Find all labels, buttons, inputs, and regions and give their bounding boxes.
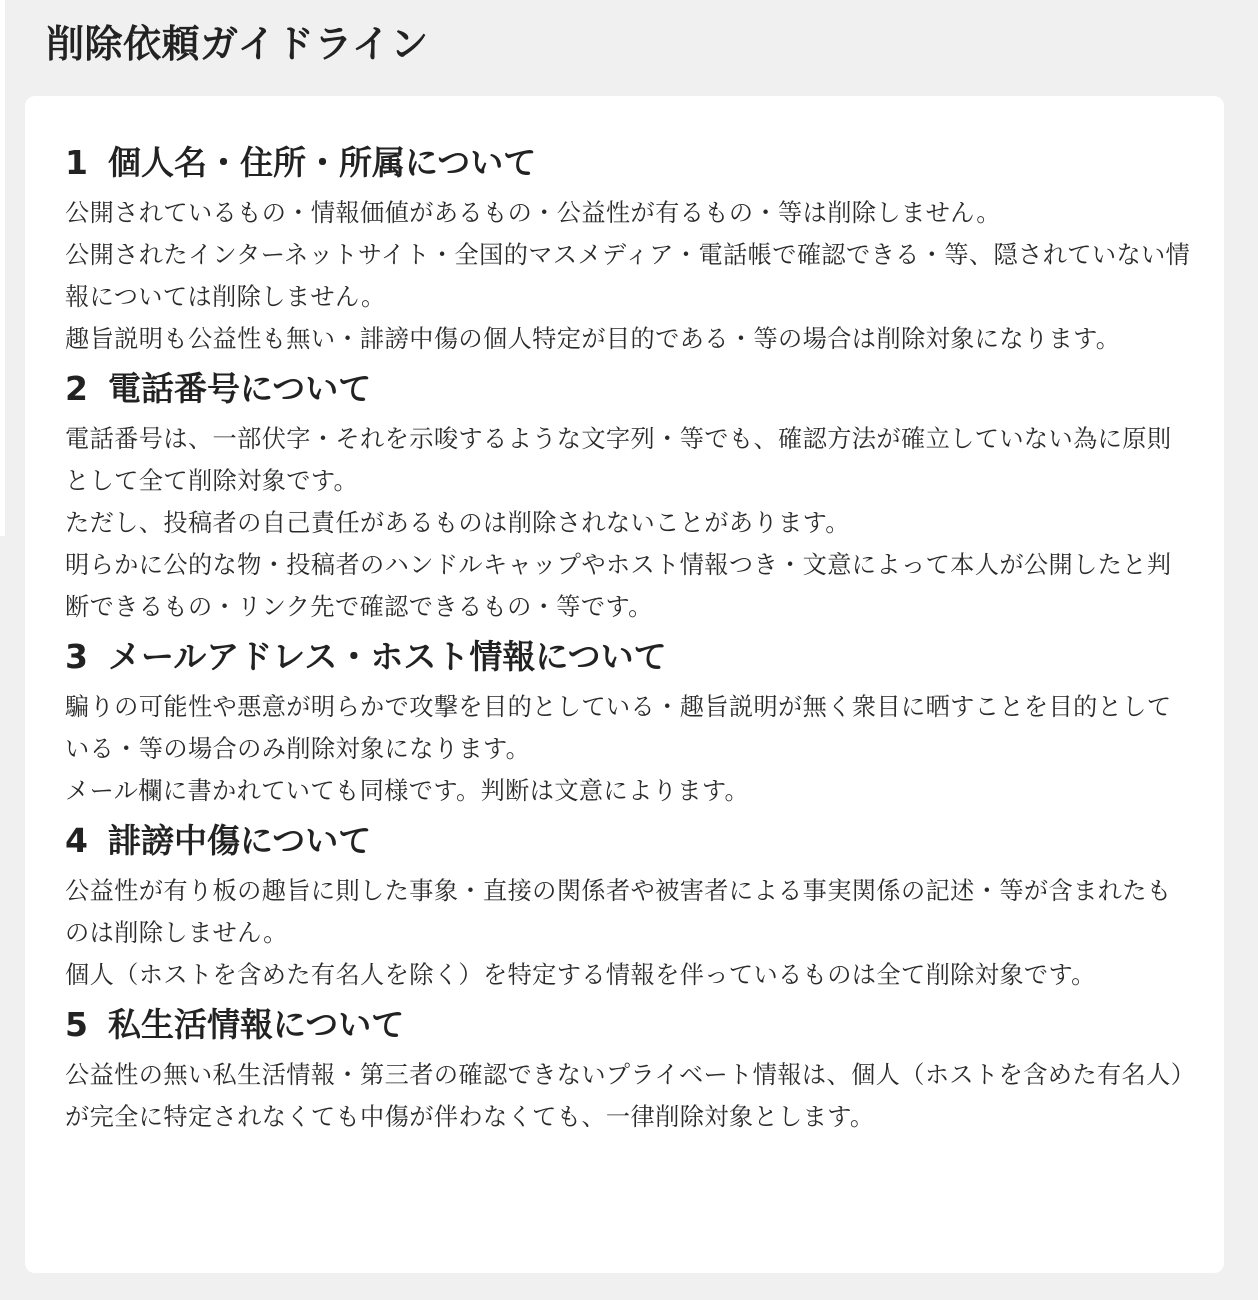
section-paragraph: 明らかに公的な物・投稿者のハンドルキャップやホスト情報つき・文意によって本人が公開したと判断できるもの・リンク先で確認できるもの・等です。 xyxy=(65,551,1172,621)
section-phone-number xyxy=(65,360,1194,628)
section-paragraph: 電話番号は、一部伏字・それを示唆するような文字列・等でも、確認方法が確立していない為に原則として全て削除対象です。 xyxy=(65,425,1172,495)
section-paragraph: 公開されているもの・情報価値があるもの・公益性が有るもの・等は削除しません。 xyxy=(65,199,1001,227)
section-paragraph: 趣旨説明も公益性も無い・誹謗中傷の個人特定が目的である・等の場合は削除対象になります。 xyxy=(65,325,1121,353)
section-title: 誹謗中傷について xyxy=(107,821,372,860)
section-personal-info xyxy=(65,134,1194,360)
page-title: 削除依頼ガイドライン xyxy=(46,22,429,66)
section-title: 私生活情報について xyxy=(107,1005,405,1044)
section-paragraph: 公益性が有り板の趣旨に則した事象・直接の関係者や被害者による事実関係の記述・等が含まれたものは削除しません。 xyxy=(65,877,1172,947)
section-heading xyxy=(65,628,1194,686)
section-number: 2 xyxy=(65,369,88,408)
section-title: 個人名・住所・所属について xyxy=(107,143,537,182)
section-private-life xyxy=(65,996,1194,1138)
section-body xyxy=(65,686,1194,812)
section-number: 3 xyxy=(65,637,88,676)
section-body xyxy=(65,1054,1194,1138)
section-number: 1 xyxy=(65,143,88,182)
section-heading xyxy=(65,812,1194,870)
section-paragraph: 騙りの可能性や悪意が明らかで攻撃を目的としている・趣旨説明が無く衆目に晒すことを目的としている・等の場合のみ削除対象になります。 xyxy=(65,693,1172,763)
section-paragraph: 個人（ホストを含めた有名人を除く）を特定する情報を伴っているものは全て削除対象です。 xyxy=(65,961,1096,989)
section-defamation xyxy=(65,812,1194,996)
section-paragraph: メール欄に書かれていても同様です。判断は文意によります。 xyxy=(65,777,750,805)
section-body xyxy=(65,870,1194,996)
section-heading xyxy=(65,360,1194,418)
section-title: 電話番号について xyxy=(107,369,372,408)
section-body xyxy=(65,192,1194,360)
guideline-card xyxy=(25,96,1224,1273)
section-paragraph: 公益性の無い私生活情報・第三者の確認できないプライベート情報は、個人（ホストを含めた有名人）が完全に特定されなくても中傷が伴わなくても、一律削除対象とします。 xyxy=(65,1061,1184,1131)
left-edge-strip xyxy=(0,0,5,536)
section-number: 4 xyxy=(65,821,88,860)
section-paragraph: 公開されたインターネットサイト・全国的マスメディア・電話帳で確認できる・等、隠されていない情報については削除しません。 xyxy=(65,241,1191,311)
section-number: 5 xyxy=(65,1005,88,1044)
section-heading xyxy=(65,134,1194,192)
section-body xyxy=(65,418,1194,628)
section-heading xyxy=(65,996,1194,1054)
section-paragraph: ただし、投稿者の自己責任があるものは削除されないことがあります。 xyxy=(65,509,850,537)
section-email-host xyxy=(65,628,1194,812)
section-title: メールアドレス・ホスト情報について xyxy=(107,637,667,676)
